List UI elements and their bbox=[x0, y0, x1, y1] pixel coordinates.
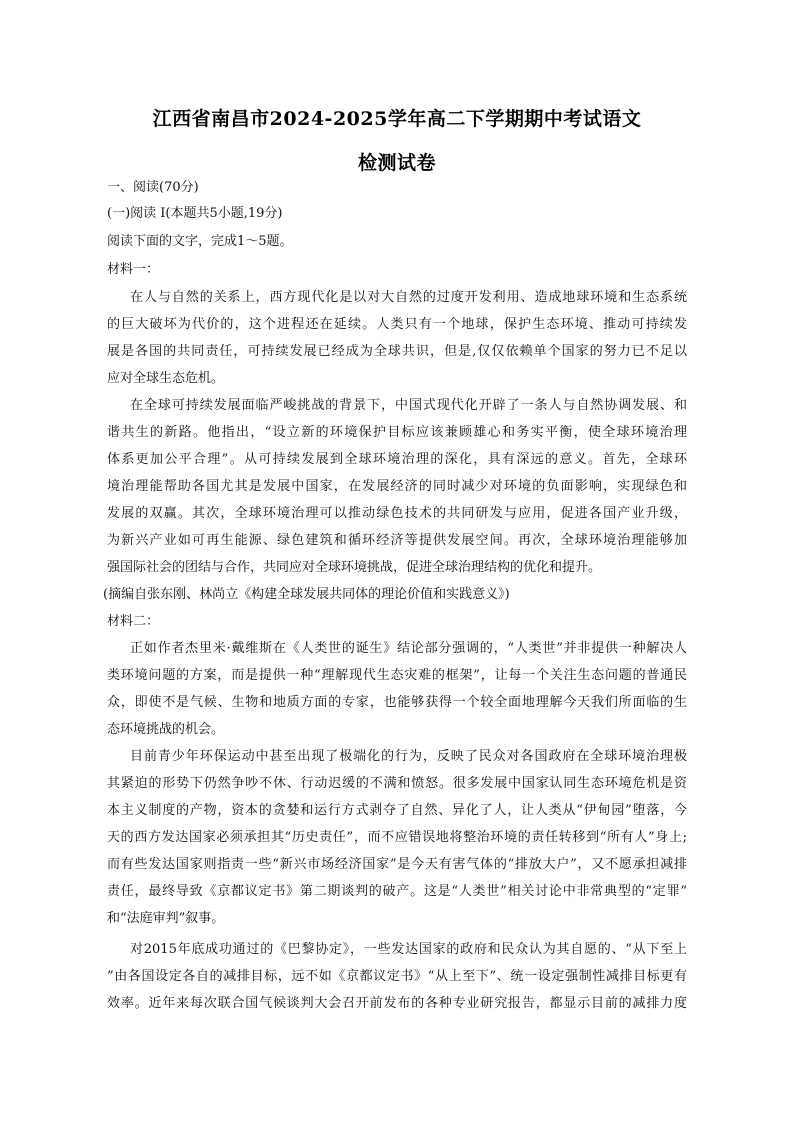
document-title-line2: 检测试卷 bbox=[357, 152, 436, 174]
material1-source: (摘编自张东刚、林尚立《构建全球发展共同体的理论价值和实践意义》) bbox=[103, 587, 510, 602]
material1-line: 境治理能帮助各国尤其是发展中国家，在发展经济的同时减少对环境的负面影响，实现绿色和 bbox=[107, 479, 687, 494]
material1-label: 材料一： bbox=[107, 262, 160, 277]
material1-line: 应对全球生态危机。 bbox=[107, 371, 225, 386]
material2-line: 天的西方发达国家必须承担其“历史责任”，而不应错误地将整治环境的责任转移到“所有人”身上; bbox=[107, 830, 687, 845]
section-header: 一、阅读(70分) bbox=[107, 180, 199, 195]
material2-line: 而有些发达国家则指责一些“新兴市场经济国家”是今天有害气体的“排放大户”，又不愿承担减排 bbox=[107, 857, 687, 872]
material2-line: 和“法庭审判”叙事。 bbox=[107, 911, 225, 926]
material2-line: 责任，最终导致《京都议定书》第二期谈判的破产。这是“人类世”相关讨论中非常典型的“定罪” bbox=[107, 884, 687, 899]
material1-line: 谐共生的新路。他指出，“设立新的环境保护目标应该兼顾雄心和务实平衡，使全球环境治理 bbox=[107, 425, 687, 440]
material2-line: 众，即使不是气候、生物和地质方面的专家，也能够获得一个较全面地理解今天我们所面临的生 bbox=[107, 695, 687, 710]
material1-line: 体系更加公平合理”。从可持续发展到全球环境治理的深化，具有深远的意义。首先，全球环 bbox=[107, 452, 687, 467]
instruction-text: 阅读下面的文字，完成1～5题。 bbox=[107, 234, 293, 249]
material2-line: 类环境问题的方案，而是提供一种“理解现代生态灾难的框架”，让每一个关注生态问题的普通民 bbox=[107, 668, 687, 683]
material2-line: 本主义制度的产物，资本的贪婪和运行方式剥夺了自然、异化了人，让人类从“伊甸园”堕落，今 bbox=[107, 803, 687, 818]
subsection-header: (一)阅读 I(本题共5小题,19分) bbox=[107, 206, 283, 221]
material2-label: 材料二： bbox=[107, 614, 160, 629]
material2-line: 态环境挑战的机会。 bbox=[107, 722, 225, 737]
material2-line: 正如作者杰里米·戴维斯在《人类世的诞生》结论部分强调的，“人类世”并非提供一种解决人 bbox=[130, 641, 687, 656]
material2-line: 对2015年底成功通过的《巴黎协定》，一些发达国家的政府和民众认为其自愿的、“从下至上 bbox=[130, 942, 687, 957]
material1-line: 展是各国的共同责任，可持续发展已经成为全球共识，但是,仅仅依赖单个国家的努力已不足以 bbox=[107, 344, 687, 359]
document-title: 江西省南昌市2024-2025学年高二下学期期中考试语文 bbox=[152, 108, 642, 130]
material2-line: 效率。近年来每次联合国气候谈判大会召开前发布的各种专业研究报告，都显示目前的减排力度 bbox=[107, 996, 687, 1011]
material2-line: 其紧迫的形势下仍然争吵不休、行动迟缓的不满和愤怒。很多发展中国家认同生态环境危机是资 bbox=[107, 776, 687, 791]
material2-line: 目前青少年环保运动中甚至出现了极端化的行为，反映了民众对各国政府在全球环境治理极 bbox=[130, 749, 687, 764]
material1-line: 发展的双赢。其次，全球环境治理可以推动绿色技术的共同研发与应用，促进各国产业升级， bbox=[107, 506, 687, 521]
material1-line: 强国际社会的团结与合作，共同应对全球环境挑战，促进全球治理结构的优化和提升。 bbox=[107, 560, 602, 575]
material2-line: ”由各国设定各自的减排目标，远不如《京都议定书》“从上至下”、统一设定强制性减排目标更有 bbox=[107, 969, 687, 984]
material1-line: 在人与自然的关系上，西方现代化是以对大自然的过度开发利用、造成地球环境和生态系统 bbox=[130, 290, 687, 305]
material1-line: 在全球可持续发展面临严峻挑战的背景下，中国式现代化开辟了一条人与自然协调发展、和 bbox=[130, 398, 687, 413]
material1-line: 为新兴产业如可再生能源、绿色建筑和循环经济等提供发展空间。再次，全球环境治理能够加 bbox=[107, 533, 687, 548]
material1-line: 的巨大破坏为代价的，这个进程还在延续。人类只有一个地球，保护生态环境、推动可持续发 bbox=[107, 317, 687, 332]
